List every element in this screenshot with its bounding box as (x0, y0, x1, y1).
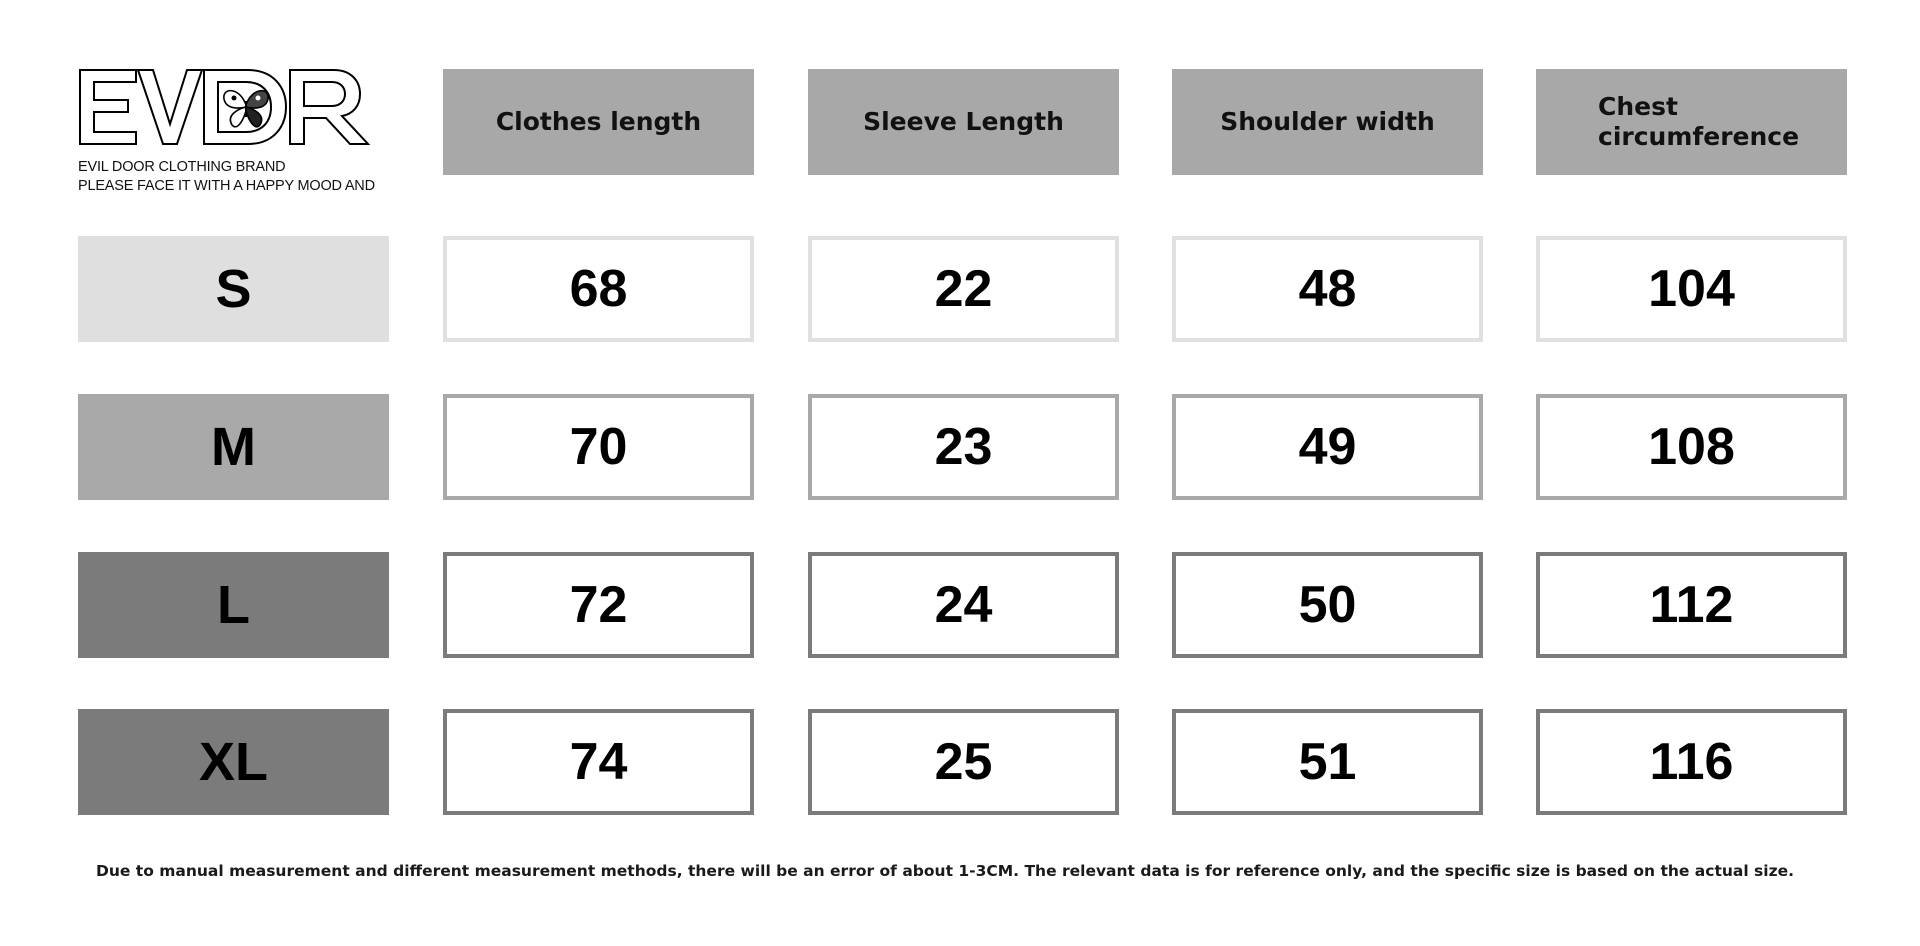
cell-xl-chest: 116 (1536, 709, 1847, 815)
brand-line-2: PLEASE FACE IT WITH A HAPPY MOOD AND (78, 178, 375, 194)
header-sleeve-length: Sleeve Length (808, 69, 1119, 175)
size-label-m: M (78, 394, 389, 500)
size-label-xl: XL (78, 709, 389, 815)
evdr-logo (78, 68, 378, 148)
cell-m-sleeve-length: 23 (808, 394, 1119, 500)
header-chest-circumference (1536, 69, 1847, 175)
cell-xl-sleeve-length: 25 (808, 709, 1119, 815)
cell-l-sleeve-length: 24 (808, 552, 1119, 658)
cell-xl-clothes-length: 74 (443, 709, 754, 815)
cell-xl-shoulder-width: 51 (1172, 709, 1483, 815)
butterfly-icon (224, 91, 268, 127)
header-clothes-length: Clothes length (443, 69, 754, 175)
brand-line-1: EVIL DOOR CLOTHING BRAND (78, 159, 286, 175)
cell-l-clothes-length: 72 (443, 552, 754, 658)
cell-s-chest: 104 (1536, 236, 1847, 342)
brand-tagline (78, 158, 375, 196)
cell-m-shoulder-width: 49 (1172, 394, 1483, 500)
header-chest-label: Chest circumference (1598, 92, 1800, 151)
measurement-disclaimer: Due to manual measurement and different measurement methods, there will be an error of about 1-3CM. The relevant data is for reference only, and the specific size is based on the actual size. (95, 862, 1795, 880)
cell-s-sleeve-length: 22 (808, 236, 1119, 342)
size-label-s: S (78, 236, 389, 342)
header-shoulder-width: Shoulder width (1172, 69, 1483, 175)
cell-s-shoulder-width: 48 (1172, 236, 1483, 342)
cell-l-shoulder-width: 50 (1172, 552, 1483, 658)
cell-l-chest: 112 (1536, 552, 1847, 658)
cell-m-clothes-length: 70 (443, 394, 754, 500)
cell-m-chest: 108 (1536, 394, 1847, 500)
cell-s-clothes-length: 68 (443, 236, 754, 342)
size-label-l: L (78, 552, 389, 658)
